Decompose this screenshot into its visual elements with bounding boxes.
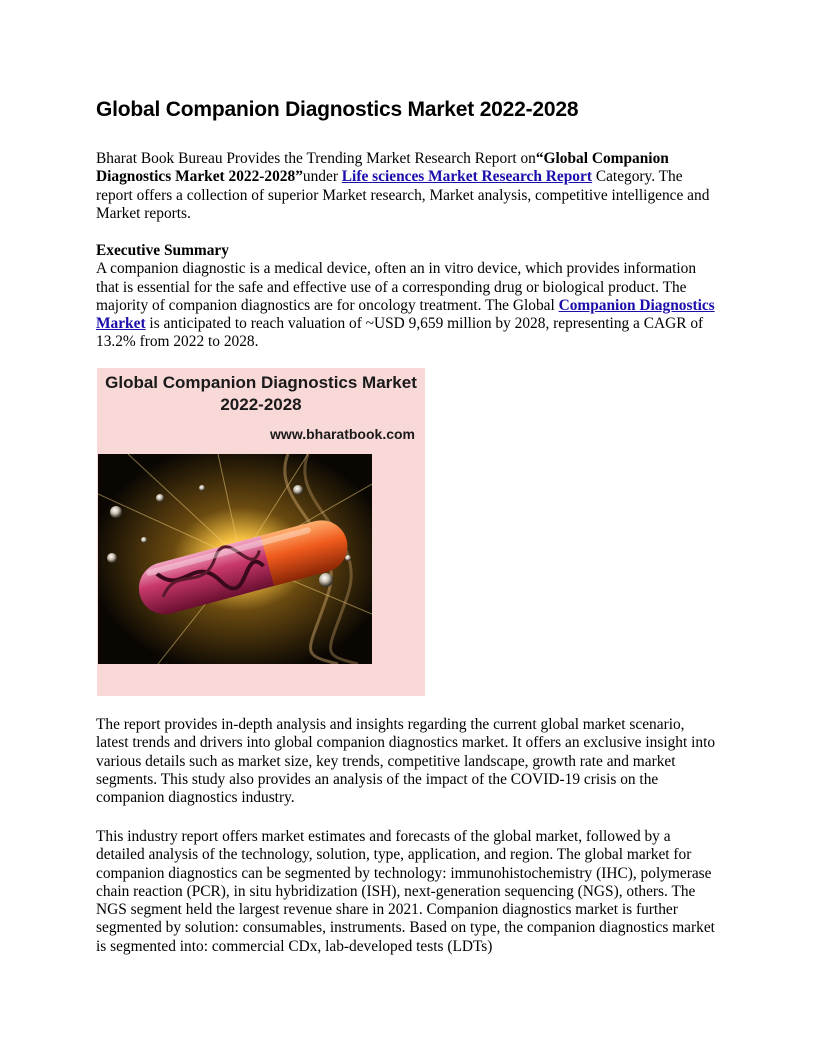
summary-text-2: is anticipated to reach valuation of ~USD 9,659 million by 2028, representing a CAGR of 13.2% from 2022 to 2028. — [96, 315, 704, 351]
summary-text-1: A companion diagnostic is a medical device, often an in vitro device, which provides information that is essential for the safe and effective use of a corresponding drug or biological product. The majority of companion diagnostics are for oncology treatment. The Global — [96, 260, 697, 314]
intro-text-2: under — [302, 168, 342, 186]
report-name: “Global Companion Diagnostics Market 2022-2028” — [96, 150, 669, 186]
intro-text-3: Category. The report offers a collection of superior Market research, Market analysis, competitive intelligence and Market reports. — [96, 168, 710, 222]
banner-title: Global Companion Diagnostics Market 2022-2028 — [105, 373, 417, 414]
intro-paragraph — [96, 150, 720, 223]
intro-text-1: Bharat Book Bureau Provides the Trending Market Research Report on — [96, 150, 536, 167]
capsule-dna-icon — [98, 454, 372, 664]
banner-url: www.bharatbook.com — [270, 426, 415, 442]
executive-summary-heading: Executive Summary — [96, 242, 229, 259]
executive-summary — [96, 242, 720, 352]
life-sciences-link[interactable]: Life sciences Market Research Report — [341, 168, 592, 186]
page-title: Global Companion Diagnostics Market 2022-2028 — [96, 98, 579, 121]
companion-diagnostics-market-link[interactable]: Companion Diagnostics Market — [96, 296, 715, 333]
segmentation-paragraph: This industry report offers market estimates and forecasts of the global market, followed by a detailed analysis of the technology, solution, type, application, and region. The global market for companion diagnostics can be segmented by technology: immunohistochemistry (IHC), polymerase chain reaction (PCR), in situ hybridization (ISH), next-generation sequencing (NGS), others. The NGS segment held the largest revenue share in 2021. Companion diagnostics market is further segmented by solution: consumables, instruments. Based on type, the companion diagnostics market is segmented into: commercial CDx, lab-developed tests (LDTs) — [96, 828, 715, 955]
analysis-paragraph: The report provides in-depth analysis and insights regarding the current global market scenario, latest trends and drivers into global companion diagnostics market. It offers an exclusive insight into various details such as market size, key trends, competitive landscape, growth rate and market segments. This study also provides an analysis of the impact of the COVID-19 crisis on the companion diagnostics industry. — [96, 716, 716, 807]
report-banner — [97, 368, 425, 696]
